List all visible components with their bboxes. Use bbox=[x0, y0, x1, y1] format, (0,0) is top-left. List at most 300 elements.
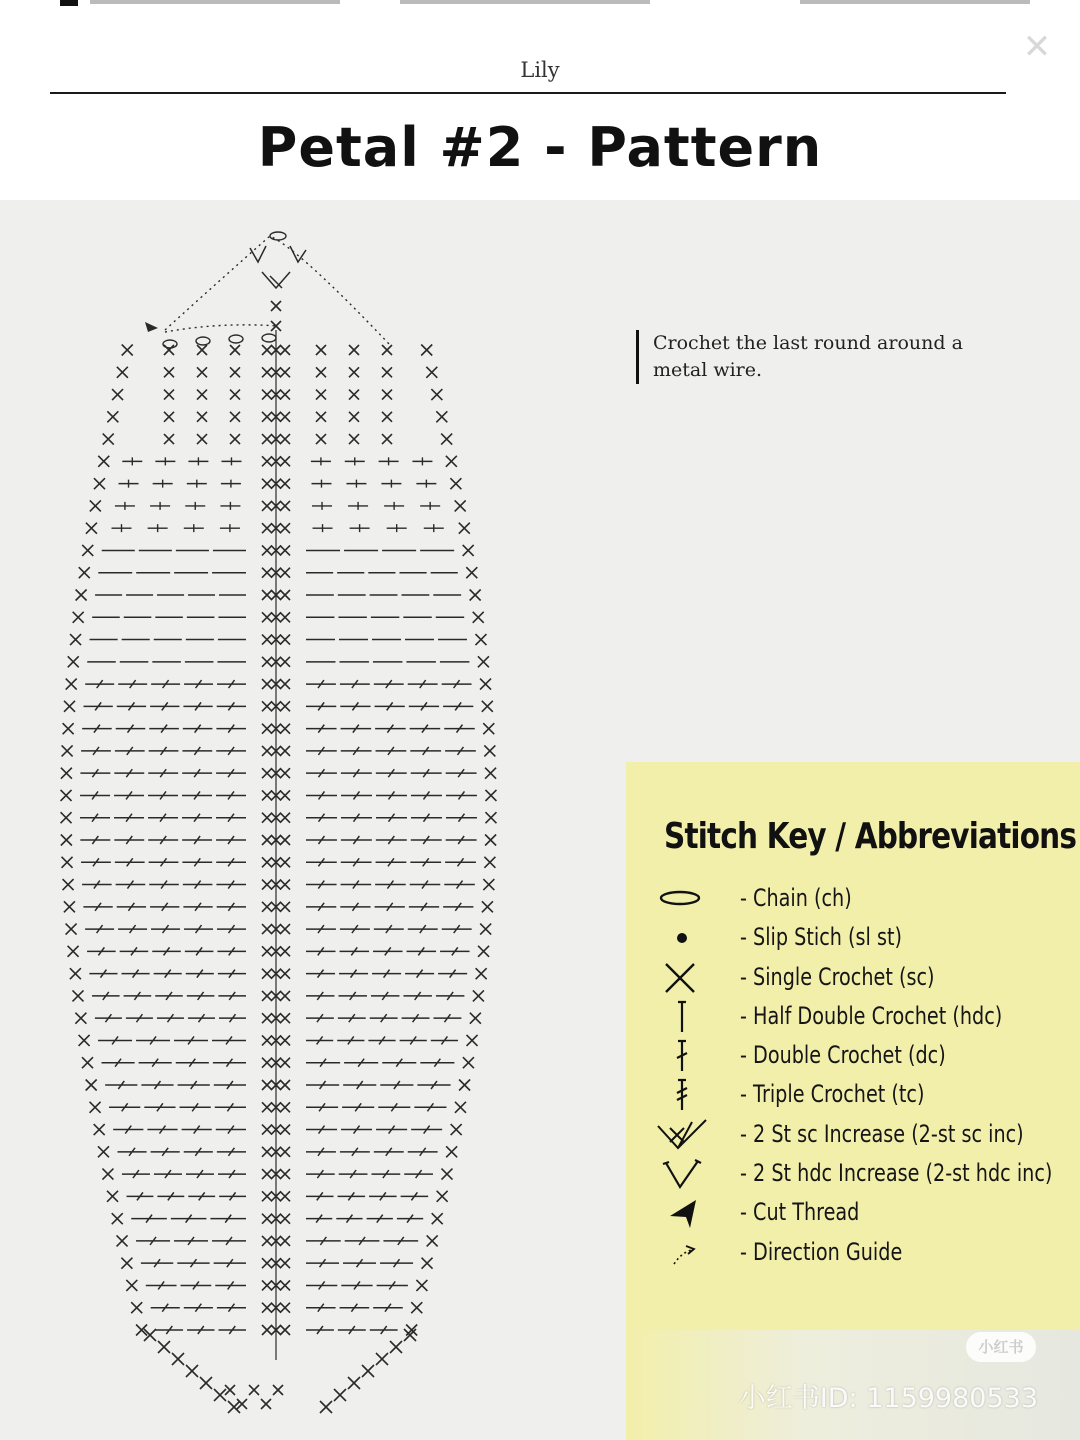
dc-stitch bbox=[338, 1326, 366, 1334]
dc-stitch bbox=[444, 881, 475, 889]
dc-stitch bbox=[338, 1192, 366, 1200]
sc-stitch bbox=[262, 590, 272, 600]
dc-stitch bbox=[210, 1215, 246, 1223]
dc-stitch bbox=[442, 925, 472, 933]
dc-stitch bbox=[218, 970, 246, 978]
dc-stitch bbox=[151, 1304, 180, 1312]
dc-stitch bbox=[216, 1126, 246, 1134]
dc-stitch bbox=[155, 992, 183, 1000]
sc-stitch bbox=[484, 745, 495, 756]
dc-stitch bbox=[182, 836, 212, 844]
sc-stitch bbox=[76, 590, 87, 601]
dc-stitch bbox=[410, 858, 441, 866]
dc-stitch bbox=[306, 992, 334, 1000]
sc-stitch bbox=[63, 879, 74, 890]
sc-stitch bbox=[455, 1102, 466, 1113]
dc-stitch bbox=[81, 858, 111, 866]
dc-stitch bbox=[219, 1326, 246, 1334]
sc-stitch bbox=[280, 1236, 290, 1246]
sc-stitch bbox=[280, 390, 290, 400]
dc-stitch bbox=[174, 1036, 208, 1044]
sc-stitch bbox=[122, 345, 133, 356]
dc-stitch bbox=[182, 747, 212, 755]
dc-stitch bbox=[156, 1326, 183, 1334]
sc-stitch bbox=[280, 434, 290, 444]
cut-thread-icon bbox=[656, 1196, 716, 1230]
sc-stitch bbox=[432, 1213, 443, 1224]
sc-stitch bbox=[280, 657, 290, 667]
sc-stitch bbox=[61, 768, 72, 779]
watermark-id: 小红书ID: 1159980533 bbox=[738, 1383, 1038, 1414]
sc-stitch bbox=[348, 1377, 360, 1389]
sc-stitch bbox=[262, 657, 272, 667]
sc-stitch bbox=[262, 1080, 272, 1090]
dc-stitch bbox=[380, 1259, 413, 1267]
sc-stitch bbox=[475, 634, 486, 645]
sc-stitch bbox=[72, 990, 83, 1001]
sc-stitch bbox=[450, 478, 461, 489]
sc-stitch bbox=[262, 991, 272, 1001]
sc-stitch bbox=[94, 1124, 105, 1135]
dc-stitch bbox=[214, 1081, 246, 1089]
sc-stitch bbox=[446, 1146, 457, 1157]
dc-stitch bbox=[376, 1126, 407, 1134]
sc-stitch bbox=[362, 1365, 374, 1377]
sc-stitch bbox=[485, 768, 496, 779]
dc-stitch bbox=[184, 680, 213, 688]
sc-stitch bbox=[262, 545, 272, 555]
sc-stitch bbox=[262, 679, 272, 689]
sc-stitch bbox=[117, 367, 128, 378]
close-icon[interactable]: ✕ bbox=[1022, 27, 1052, 67]
sc-stitch bbox=[262, 479, 272, 489]
sc-stitch bbox=[262, 768, 272, 778]
dc-stitch bbox=[410, 747, 441, 755]
sc-stitch bbox=[459, 1080, 470, 1091]
key-row-cut-thread bbox=[656, 1194, 1066, 1233]
dc-stitch bbox=[216, 769, 246, 777]
sc-stitch bbox=[197, 367, 207, 377]
sc-stitch bbox=[82, 545, 93, 556]
key-label-hdc-increase: - 2 St hdc Increase (2-st hdc inc) bbox=[740, 1159, 1053, 1188]
dc-stitch bbox=[417, 1081, 450, 1089]
sc-stitch bbox=[262, 746, 272, 756]
hdc-stitch bbox=[379, 457, 399, 465]
dc-stitch bbox=[408, 680, 438, 688]
sc-stitch bbox=[112, 389, 123, 400]
hdc-stitch bbox=[346, 480, 366, 488]
sc-stitch bbox=[197, 345, 207, 355]
running-head: Lily bbox=[520, 58, 560, 82]
sc-stitch bbox=[64, 701, 75, 712]
dc-stitch bbox=[341, 791, 372, 799]
sc-stitch bbox=[262, 1125, 272, 1135]
dc-stitch bbox=[114, 791, 144, 799]
sc-stitch bbox=[349, 345, 359, 355]
hdc-stitch bbox=[187, 480, 207, 488]
key-row-single-crochet bbox=[656, 959, 1066, 998]
sc-stitch bbox=[280, 523, 290, 533]
stitch-key-title: Stitch Key / Abbreviations bbox=[664, 816, 1077, 857]
hdc-stitch bbox=[345, 457, 365, 465]
sc-stitch bbox=[478, 656, 489, 667]
dc-stitch bbox=[341, 814, 372, 822]
sc-stitch bbox=[62, 857, 73, 868]
dc-stitch bbox=[147, 1126, 177, 1134]
dc-stitch bbox=[217, 702, 246, 710]
dc-stitch bbox=[306, 1259, 339, 1267]
sc-stitch bbox=[480, 679, 491, 690]
dc-stitch bbox=[148, 814, 178, 822]
sc-stitch bbox=[262, 1013, 272, 1023]
sc-stitch bbox=[262, 1035, 272, 1045]
hdc-stitch bbox=[311, 457, 331, 465]
sc-stitch bbox=[164, 390, 174, 400]
dc-stitch bbox=[216, 791, 246, 799]
sc-stitch bbox=[62, 745, 73, 756]
sc-stitch bbox=[382, 390, 392, 400]
dc-stitch bbox=[117, 702, 146, 710]
sc-stitch bbox=[280, 924, 290, 934]
page-title: Petal #2 - Pattern bbox=[257, 116, 823, 179]
dc-stitch bbox=[174, 1237, 208, 1245]
hdc-stitch bbox=[122, 457, 142, 465]
dc-stitch bbox=[214, 1259, 246, 1267]
hdc-stitch bbox=[381, 480, 401, 488]
sc-stitch bbox=[121, 1258, 132, 1269]
direction-guide-path bbox=[165, 325, 278, 332]
sc-stitch bbox=[262, 880, 272, 890]
dc-stitch bbox=[306, 747, 337, 755]
dc-stitch bbox=[148, 836, 178, 844]
sc-stitch bbox=[280, 946, 290, 956]
dc-stitch bbox=[306, 1014, 334, 1022]
dc-stitch bbox=[149, 725, 179, 733]
sc-stitch bbox=[126, 1280, 137, 1291]
dc-stitch bbox=[306, 1059, 340, 1067]
sc-stitch bbox=[262, 612, 272, 622]
dc-stitch bbox=[443, 702, 473, 710]
dc-stitch bbox=[115, 858, 145, 866]
sc-stitch bbox=[237, 1399, 247, 1409]
sc-stitch bbox=[262, 635, 272, 645]
dc-stitch bbox=[378, 1103, 410, 1111]
dc-stitch bbox=[306, 1148, 336, 1156]
sc-stitch bbox=[73, 612, 84, 623]
sc-increase-icon bbox=[656, 1118, 716, 1152]
dc-stitch bbox=[182, 858, 212, 866]
sc-stitch bbox=[112, 1213, 123, 1224]
dc-stitch bbox=[127, 1192, 154, 1200]
dc-stitch bbox=[440, 947, 470, 955]
sc-stitch bbox=[349, 412, 359, 422]
sc-stitch bbox=[349, 434, 359, 444]
dc-stitch bbox=[306, 1170, 335, 1178]
dc-stitch bbox=[306, 1237, 341, 1245]
sc-stitch bbox=[262, 701, 272, 711]
hdc-stitch bbox=[184, 524, 204, 532]
sc-stitch bbox=[441, 1169, 452, 1180]
sc-stitch bbox=[416, 1280, 427, 1291]
sc-stitch bbox=[107, 1191, 118, 1202]
sc-stitch bbox=[230, 412, 240, 422]
dc-stitch bbox=[217, 947, 246, 955]
sc-stitch bbox=[90, 500, 101, 511]
sc-stitch bbox=[280, 1125, 290, 1135]
dc-stitch bbox=[340, 925, 370, 933]
dc-stitch bbox=[182, 769, 212, 777]
dc-stitch bbox=[87, 947, 116, 955]
sc-stitch bbox=[64, 901, 75, 912]
sc-stitch bbox=[86, 1080, 97, 1091]
sc-stitch bbox=[262, 1280, 272, 1290]
sc-stitch bbox=[436, 411, 447, 422]
hdc-stitch bbox=[221, 480, 241, 488]
dc-stitch bbox=[101, 1059, 134, 1067]
dc-stitch bbox=[141, 1259, 173, 1267]
sc-stitch bbox=[280, 1214, 290, 1224]
dc-stitch bbox=[218, 992, 246, 1000]
dc-stitch bbox=[215, 1103, 246, 1111]
dc-stitch bbox=[183, 881, 213, 889]
sc-stitch bbox=[70, 634, 81, 645]
sc-stitch bbox=[280, 612, 290, 622]
dc-stitch bbox=[306, 1081, 339, 1089]
dc-stitch bbox=[374, 925, 404, 933]
dc-stitch bbox=[401, 1192, 429, 1200]
dc-stitch bbox=[372, 970, 401, 978]
hdc-stitch bbox=[185, 502, 205, 510]
dc-stitch bbox=[92, 992, 120, 1000]
dc-stitch bbox=[212, 1237, 246, 1245]
dc-stitch bbox=[306, 1036, 333, 1044]
dc-stitch bbox=[216, 725, 246, 733]
sc-stitch bbox=[262, 724, 272, 734]
dc-stitch bbox=[411, 836, 442, 844]
dc-stitch bbox=[376, 858, 407, 866]
sc-stitch bbox=[467, 1035, 478, 1046]
dc-stitch bbox=[382, 1059, 416, 1067]
sc-stitch bbox=[483, 723, 494, 734]
dc-stitch bbox=[216, 858, 246, 866]
sc-stitch bbox=[164, 434, 174, 444]
sc-stitch bbox=[316, 434, 326, 444]
dc-stitch bbox=[183, 702, 212, 710]
dc-stitch bbox=[369, 1192, 397, 1200]
sc-stitch bbox=[280, 1258, 290, 1268]
key-row-sc-increase bbox=[656, 1116, 1066, 1155]
sc-stitch bbox=[280, 545, 290, 555]
sc-stitch bbox=[451, 1124, 462, 1135]
sc-stitch bbox=[280, 991, 290, 1001]
dc-stitch bbox=[306, 836, 337, 844]
dc-stitch bbox=[340, 903, 370, 911]
dc-stitch bbox=[217, 1148, 246, 1156]
dc-stitch bbox=[341, 836, 372, 844]
sc-stitch bbox=[280, 902, 290, 912]
dc-stitch bbox=[151, 1148, 180, 1156]
key-label-slip-stitch: - Slip Stich (sl st) bbox=[740, 923, 903, 952]
sc-stitch bbox=[262, 857, 272, 867]
dc-stitch bbox=[115, 747, 145, 755]
dc-stitch bbox=[120, 947, 149, 955]
dc-stitch bbox=[433, 1014, 461, 1022]
dc-stitch bbox=[184, 925, 213, 933]
dc-stitch bbox=[82, 725, 112, 733]
dc-stitch bbox=[118, 925, 147, 933]
hdc-stitch bbox=[312, 502, 332, 510]
sc-stitch bbox=[470, 590, 481, 601]
sc-stitch bbox=[63, 723, 74, 734]
hdc-increase-stitch bbox=[290, 246, 306, 262]
sc-stitch bbox=[455, 500, 466, 511]
dc-stitch bbox=[370, 1014, 398, 1022]
sc-stitch bbox=[262, 1303, 272, 1313]
dc-stitch bbox=[217, 1304, 246, 1312]
dc-stitch bbox=[344, 1059, 378, 1067]
chain-stitch bbox=[229, 335, 243, 343]
sc-stitch bbox=[382, 345, 392, 355]
dc-stitch bbox=[343, 1081, 376, 1089]
dc-stitch bbox=[141, 1081, 173, 1089]
sc-stitch bbox=[473, 612, 484, 623]
dc-stitch bbox=[177, 1259, 209, 1267]
dc-stitch bbox=[339, 970, 368, 978]
hdc-stitch bbox=[348, 502, 368, 510]
dc-stitch bbox=[338, 1014, 366, 1022]
key-row-hdc bbox=[656, 998, 1066, 1037]
sc-stitch bbox=[79, 1035, 90, 1046]
sc-stitch bbox=[262, 568, 272, 578]
dc-stitch bbox=[306, 725, 337, 733]
sc-stitch bbox=[262, 434, 272, 444]
sc-stitch bbox=[334, 1389, 346, 1401]
dc-stitch bbox=[431, 1036, 458, 1044]
key-label-chain: - Chain (ch) bbox=[740, 884, 852, 912]
sc-stitch bbox=[280, 590, 290, 600]
sc-stitch bbox=[197, 434, 207, 444]
sc-stitch bbox=[280, 456, 290, 466]
sc-stitch bbox=[280, 969, 290, 979]
dc-stitch bbox=[408, 1148, 438, 1156]
sc-stitch bbox=[473, 990, 484, 1001]
dc-stitch bbox=[188, 1014, 215, 1022]
dc-stitch bbox=[95, 1014, 122, 1022]
sc-stitch bbox=[478, 946, 489, 957]
sc-stitch bbox=[230, 345, 240, 355]
dc-stitch bbox=[306, 1126, 337, 1134]
sc-stitch bbox=[280, 1280, 290, 1290]
sc-stitch bbox=[422, 1258, 433, 1269]
hdc-stitch bbox=[148, 524, 168, 532]
sc-stitch bbox=[280, 345, 290, 355]
dc-stitch bbox=[184, 1304, 213, 1312]
dc-stitch bbox=[148, 791, 178, 799]
sc-stitch bbox=[459, 523, 470, 534]
dc-stitch bbox=[84, 702, 113, 710]
sc-stitch bbox=[172, 1353, 184, 1365]
dc-stitch bbox=[306, 1215, 332, 1223]
dc-stitch bbox=[342, 1103, 374, 1111]
sc-stitch bbox=[230, 390, 240, 400]
sc-stitch bbox=[446, 456, 457, 467]
sc-stitch bbox=[262, 1147, 272, 1157]
dc-stitch bbox=[411, 791, 442, 799]
sc-stitch bbox=[426, 367, 437, 378]
dc-stitch bbox=[171, 1215, 207, 1223]
sc-stitch bbox=[164, 367, 174, 377]
dc-stitch bbox=[442, 680, 472, 688]
dc-stitch bbox=[405, 970, 434, 978]
sc-stitch bbox=[262, 1058, 272, 1068]
key-row-dc bbox=[656, 1037, 1066, 1076]
dc-stitch bbox=[154, 970, 182, 978]
dc-stitch bbox=[306, 925, 336, 933]
dc-stitch bbox=[187, 1326, 214, 1334]
sc-stitch bbox=[117, 1235, 128, 1246]
key-label-tc: - Triple Crochet (tc) bbox=[740, 1080, 925, 1109]
dc-stitch bbox=[306, 769, 337, 777]
hdc-stitch bbox=[420, 502, 440, 510]
dc-stitch bbox=[188, 1192, 215, 1200]
sc-stitch bbox=[262, 1236, 272, 1246]
key-label-direction-guide: - Direction Guide bbox=[740, 1237, 903, 1266]
sc-stitch bbox=[463, 1057, 474, 1068]
dc-stitch bbox=[408, 925, 438, 933]
sc-stitch bbox=[280, 479, 290, 489]
sc-stitch bbox=[68, 946, 79, 957]
dc-stitch bbox=[178, 1081, 210, 1089]
chain-stitch bbox=[270, 232, 286, 240]
dc-stitch bbox=[420, 1059, 454, 1067]
dc-stitch bbox=[306, 1304, 336, 1312]
stitch-key-panel bbox=[626, 762, 1080, 1330]
dc-stitch bbox=[377, 1281, 408, 1289]
dc-stitch bbox=[118, 680, 147, 688]
dc-stitch bbox=[122, 970, 150, 978]
sc-stitch bbox=[94, 478, 105, 489]
dc-stitch bbox=[306, 702, 336, 710]
sc-stitch bbox=[262, 835, 272, 845]
sc-stitch bbox=[262, 345, 272, 355]
sc-stitch bbox=[197, 412, 207, 422]
dc-stitch bbox=[345, 1237, 380, 1245]
dc-stitch bbox=[446, 836, 477, 844]
sc-stitch bbox=[411, 1302, 422, 1313]
wire-note bbox=[636, 330, 1033, 384]
dc-stitch bbox=[80, 814, 110, 822]
sc-stitch bbox=[262, 946, 272, 956]
sc-stitch bbox=[262, 501, 272, 511]
dc-stitch bbox=[371, 1170, 400, 1178]
dc-stitch bbox=[438, 970, 467, 978]
key-row-tc bbox=[656, 1076, 1066, 1115]
hdc-stitch bbox=[313, 524, 333, 532]
dc-stitch bbox=[144, 1103, 175, 1111]
dc-stitch bbox=[376, 814, 407, 822]
sc-stitch bbox=[262, 367, 272, 377]
sc-stitch bbox=[476, 968, 487, 979]
dc-stitch bbox=[383, 1237, 418, 1245]
sc-stitch bbox=[280, 768, 290, 778]
sc-stitch bbox=[280, 679, 290, 689]
hdc-increase-stitch bbox=[250, 246, 266, 262]
sc-stitch bbox=[262, 902, 272, 912]
sc-stitch bbox=[262, 1191, 272, 1201]
dc-stitch bbox=[306, 903, 336, 911]
dc-stitch bbox=[149, 747, 179, 755]
sc-stitch bbox=[280, 1102, 290, 1112]
